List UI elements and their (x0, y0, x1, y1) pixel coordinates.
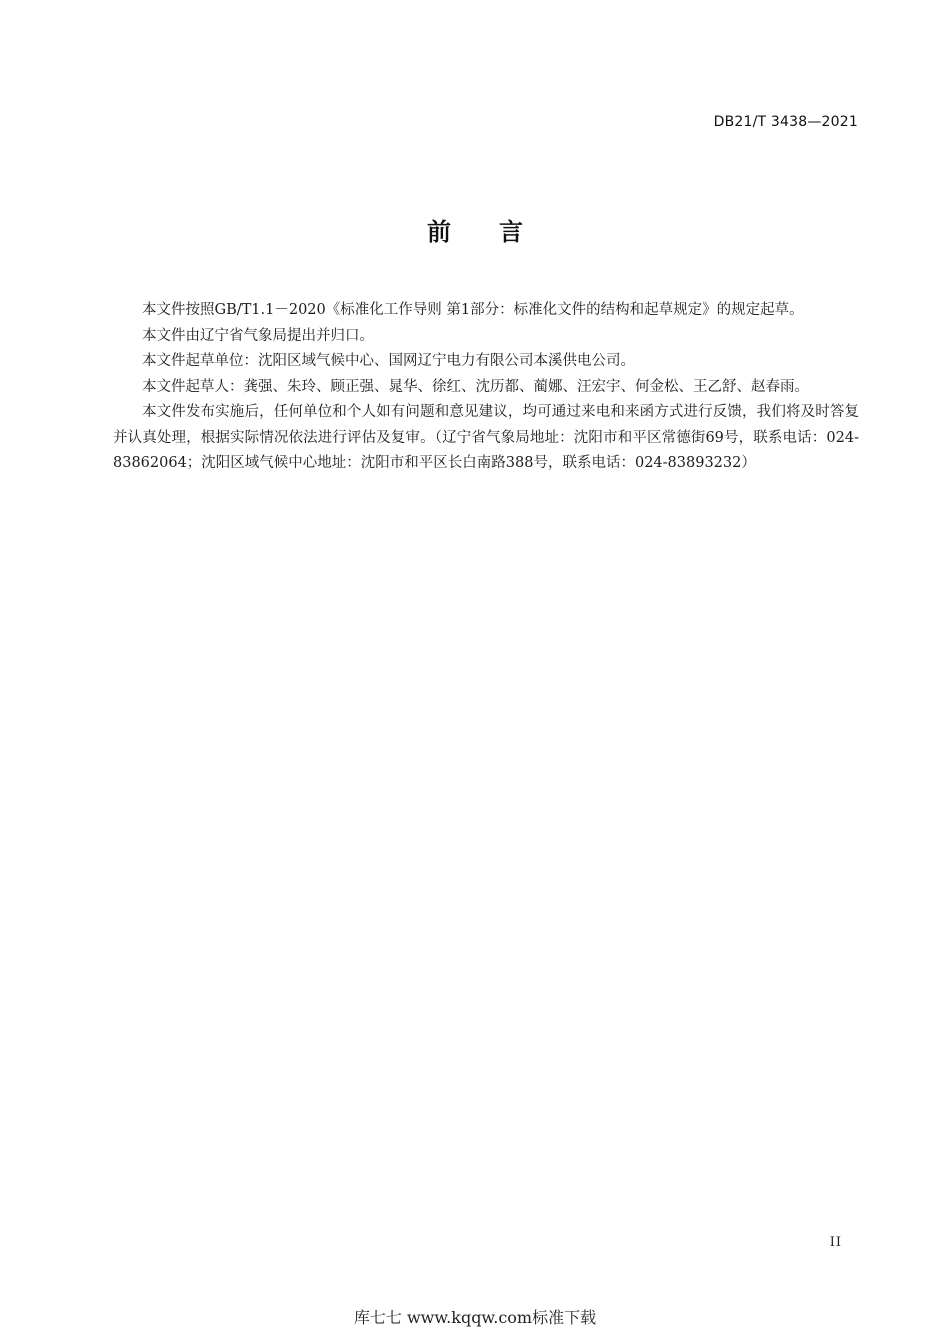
page-number: II (829, 1235, 842, 1250)
paragraph-drafting-rules: 本文件按照GB/T1.1－2020《标准化工作导则 第1部分：标准化文件的结构和起草规定》的规定起草。 (142, 302, 804, 318)
page-title: 前言 (427, 218, 571, 246)
paragraph-feedback: 本文件发布实施后，任何单位和个人如有问题和意见建议，均可通过来电和来函方式进行反馈，我们将及时答复并认真处理，根据实际情况依法进行评估及复审。（辽宁省气象局地址：沈阳市和平区常德街69号，联系电话：024-83862064；沈阳区域气候中心地址：沈阳市和平区长白南路388号，联系电话：024-83893232） (113, 404, 859, 471)
paragraph-proposer: 本文件由辽宁省气象局提出并归口。 (142, 327, 374, 344)
paragraph-drafters: 本文件起草人：龚强、朱玲、顾正强、晁华、徐红、沈历都、蔺娜、汪宏宇、何金松、王乙舒、赵春雨。 (142, 378, 809, 395)
foreword-body (113, 298, 859, 477)
footer-watermark: 库七七 www.kqqw.com标准下载 (353, 1308, 597, 1327)
paragraph-drafting-units: 本文件起草单位：沈阳区域气候中心、国网辽宁电力有限公司本溪供电公司。 (142, 353, 635, 369)
document-code: DB21/T 3438—2021 (713, 114, 858, 130)
